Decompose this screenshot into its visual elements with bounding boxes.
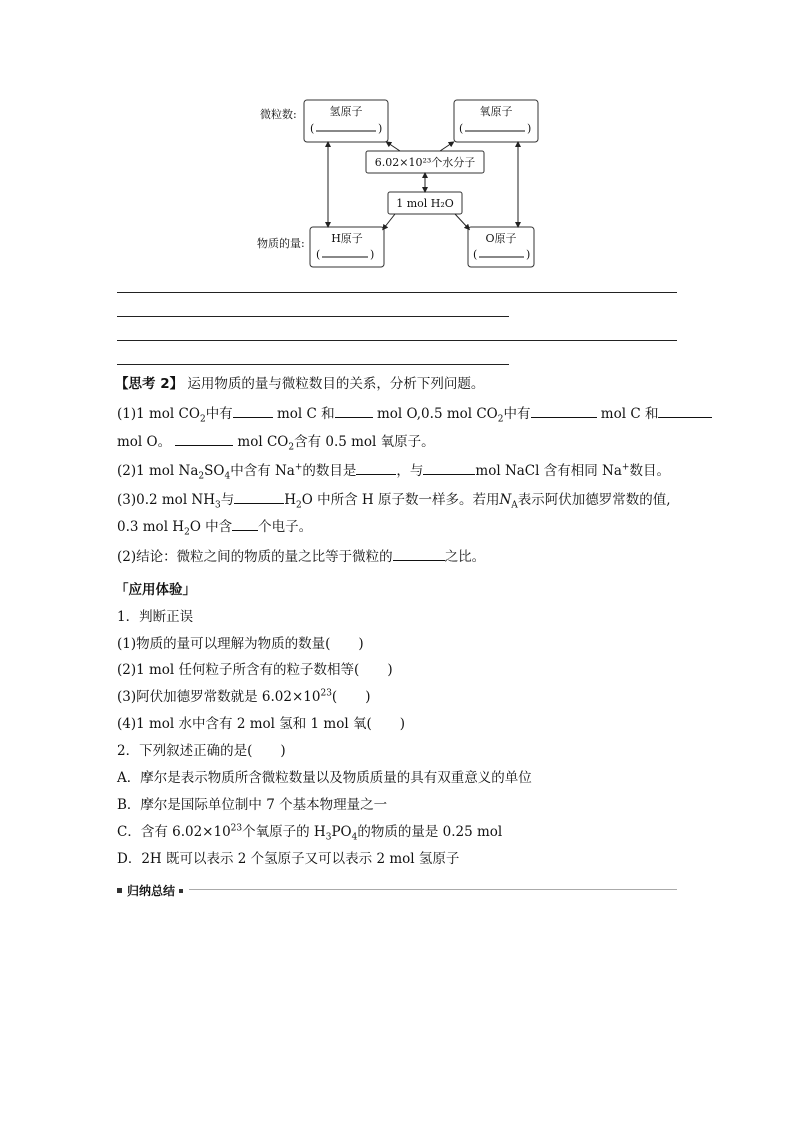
box-o-atom-mol	[468, 227, 534, 267]
bullet-square-icon	[117, 888, 122, 893]
text: 之比。	[444, 549, 486, 565]
subscript: 2	[288, 442, 295, 453]
text: O 中所含 H 原子数一样多。若用	[301, 492, 500, 508]
paren-close: )	[527, 122, 532, 135]
fill-blank[interactable]	[234, 489, 284, 504]
box-hydrogen-atoms-label: 氢原子	[329, 105, 363, 118]
fill-blank[interactable]	[175, 431, 233, 446]
option-c[interactable]	[117, 822, 677, 842]
text: 数目。	[629, 463, 670, 479]
subscript: 2	[296, 500, 302, 511]
apply-q1-title: 1．判断正误	[117, 609, 194, 625]
text: 2．下列叙述正确的是(	[117, 743, 253, 759]
fill-blank[interactable]	[531, 403, 597, 418]
box-one-mol-water	[388, 192, 462, 214]
paren-close: )	[378, 122, 383, 135]
text: H	[284, 492, 297, 508]
text: 中有	[205, 406, 233, 422]
box-h-atom-mol	[310, 227, 384, 267]
subscript: 2	[199, 414, 206, 425]
superscript: +	[294, 462, 303, 473]
text: ，与	[396, 463, 424, 479]
subscript: A	[511, 500, 518, 511]
italic-symbol: N	[499, 492, 512, 508]
text: 表示阿伏加德罗常数的值,	[517, 492, 671, 508]
paren-close: )	[526, 248, 531, 261]
summary-header	[117, 880, 677, 900]
apply-heading: 「应用体验」	[115, 582, 196, 598]
box-hydrogen-atoms	[304, 100, 388, 142]
text: 含有 0.5 mol 氧原子。	[294, 434, 435, 450]
text: 中有	[503, 406, 531, 422]
paren-open: (	[316, 248, 321, 261]
text: (3)阿伏加德罗常数就是 6.02×10	[117, 689, 321, 705]
box-oxygen-atoms-label: 氧原子	[479, 105, 513, 118]
paren-open: (	[459, 122, 464, 135]
option-b[interactable]: B．摩尔是国际单位制中 7 个基本物理量之一	[117, 797, 388, 813]
superscript: 23	[320, 688, 332, 699]
think2-q1-line1	[117, 403, 677, 424]
fill-blank[interactable]	[423, 460, 475, 475]
text: mol C 和	[276, 406, 335, 422]
text: O 中含	[189, 519, 233, 535]
think2-prompt-text: 运用物质的量与微粒数目的关系，分析下列问题。	[187, 376, 485, 392]
bullet-square-icon	[179, 889, 183, 893]
fill-blank[interactable]	[233, 403, 273, 418]
text: )	[399, 716, 406, 732]
box-water-molecules	[366, 151, 484, 173]
subscript: 2	[198, 471, 205, 482]
text: 的数目是	[302, 463, 357, 479]
answer-line[interactable]	[117, 340, 677, 341]
fill-blank[interactable]	[658, 403, 712, 418]
text: mol C 和	[600, 406, 659, 422]
text: (2)1 mol 任何粒子所含有的粒子数相等(	[117, 662, 360, 678]
paren-open: (	[310, 122, 315, 135]
fill-blank[interactable]	[335, 403, 373, 418]
fill-blank[interactable]	[232, 516, 258, 531]
text: (3)0.2 mol NH	[117, 492, 216, 508]
fill-blank[interactable]	[393, 546, 445, 561]
apply-q2-title	[117, 741, 677, 761]
text: (4)1 mol 水中含有 2 mol 氢和 1 mol 氧(	[117, 716, 372, 732]
summary-title: 归纳总结	[127, 884, 176, 898]
subscript: 2	[184, 527, 190, 538]
fill-blank[interactable]	[356, 460, 396, 475]
paren-close: )	[370, 248, 375, 261]
text: 个氧原子的 H	[242, 824, 326, 840]
think2-q2	[117, 460, 677, 481]
box-one-mol-water-label: 1 mol H₂O	[396, 197, 454, 210]
subscript: 4	[351, 832, 358, 843]
answer-line[interactable]	[117, 364, 509, 365]
answer-line[interactable]	[117, 292, 677, 293]
summary-divider	[189, 889, 677, 890]
subscript: 3	[325, 832, 332, 843]
think2-q3-line1	[117, 489, 677, 510]
think2-prompt	[115, 374, 675, 394]
text: )	[280, 743, 286, 759]
think2-label: 【思考 2】	[115, 376, 184, 392]
text: 个电子。	[258, 519, 313, 535]
box-water-molecules-label: 6.02×10²³个水分子	[374, 156, 476, 169]
text: (1)物质的量可以理解为物质的数量(	[117, 636, 331, 652]
paren-open: (	[473, 248, 478, 261]
box-oxygen-atoms	[454, 100, 538, 142]
judge-item-3	[117, 687, 677, 707]
particle-relationship-diagram	[0, 0, 794, 280]
text: mol NaCl 含有相同 Na	[475, 463, 622, 479]
option-a[interactable]: A．摩尔是表示物质所含微粒数量以及物质质量的具有双重意义的单位	[117, 770, 532, 786]
think2-conclusion	[117, 546, 677, 567]
superscript: 23	[230, 823, 243, 834]
subscript: 4	[224, 471, 231, 482]
superscript: +	[621, 462, 630, 473]
row-label-amount: 物质的量:	[257, 237, 305, 250]
judge-item-2	[117, 660, 677, 680]
text: 的物质的量是 0.25 mol	[357, 824, 503, 840]
text: C．含有 6.02×10	[117, 824, 231, 840]
text: mol CO	[237, 434, 289, 450]
subscript: 2	[497, 414, 504, 425]
box-h-atom-mol-label: H原子	[331, 232, 363, 245]
text: (	[331, 689, 338, 705]
text: 中含有 Na	[230, 463, 295, 479]
row-label-particles: 微粒数:	[260, 108, 297, 121]
subscript: 3	[215, 500, 221, 511]
text: PO	[331, 824, 352, 840]
text: 0.3 mol H	[117, 519, 185, 535]
think2-q1-line2	[117, 431, 677, 452]
text: 与	[220, 492, 235, 508]
answer-line[interactable]	[117, 316, 509, 317]
box-o-atom-mol-label: O原子	[485, 232, 517, 245]
option-d[interactable]: D．2H 既可以表示 2 个氢原子又可以表示 2 mol 氢原子	[117, 851, 460, 867]
judge-item-1	[117, 634, 677, 654]
text: (2)1 mol Na	[117, 463, 199, 479]
text: )	[365, 689, 371, 705]
think2-q3-line2	[117, 516, 677, 537]
judge-item-4	[117, 714, 677, 734]
text: (2)结论：微粒之间的物质的量之比等于微粒的	[117, 549, 393, 565]
text: mol O,0.5 mol CO	[376, 406, 498, 422]
text: )	[358, 636, 364, 652]
text: mol O。	[117, 434, 172, 450]
text: (1)1 mol CO	[117, 406, 200, 422]
text: )	[387, 662, 393, 678]
text: SO	[204, 463, 225, 479]
